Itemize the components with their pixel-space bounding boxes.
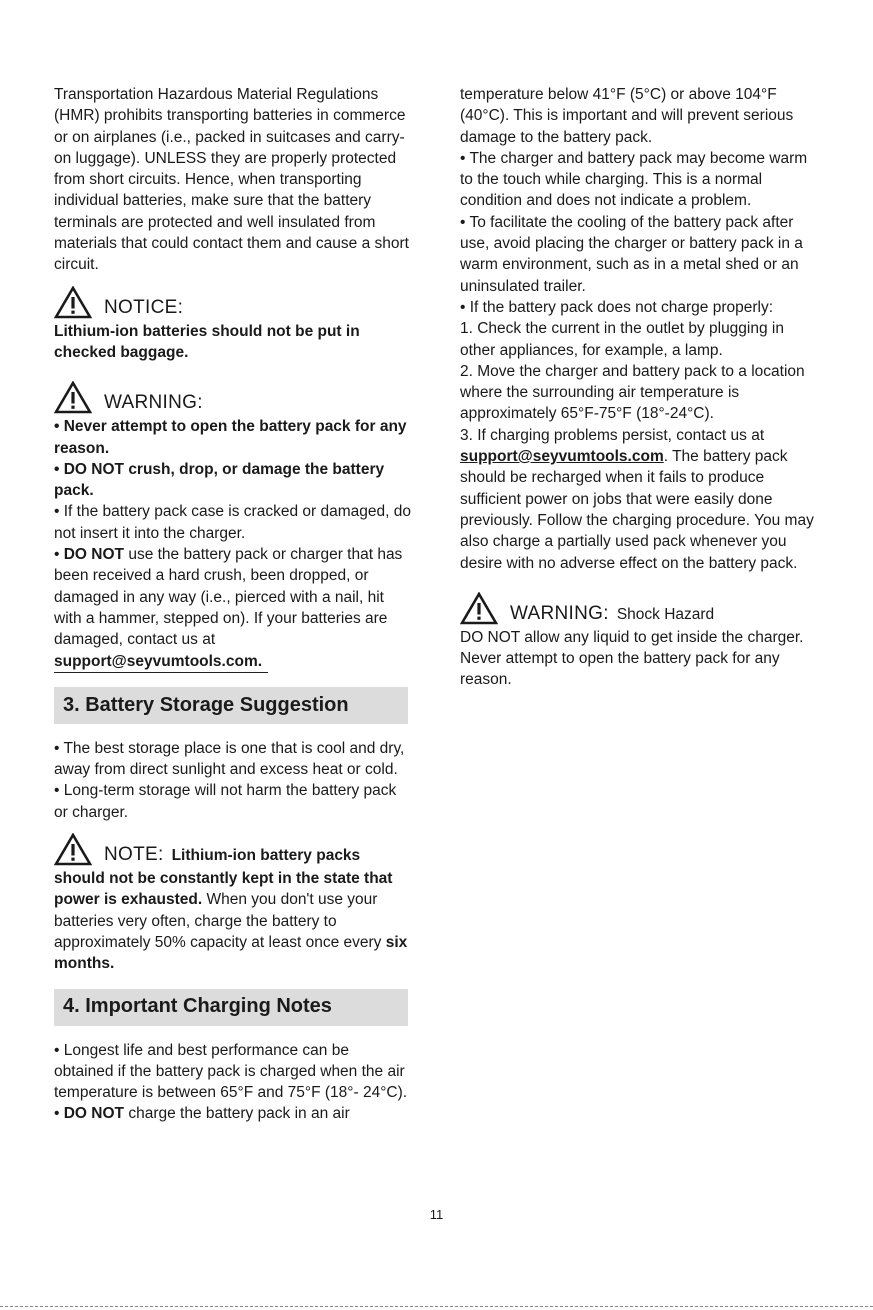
section-3-header: 3. Battery Storage Suggestion <box>54 687 408 724</box>
note-head-bold: Lithium-ion battery packs <box>171 846 361 864</box>
warning-item: • DO NOT crush, drop, or damage the battery pack. <box>54 460 385 500</box>
warning-heading <box>54 381 412 414</box>
notice-body: Lithium-ion batteries should not be put in checked baggage. <box>54 322 360 361</box>
do-not-label: DO NOT <box>63 1105 125 1123</box>
warning-triangle-icon <box>54 381 92 414</box>
charging-bullet: • If the battery pack does not charge properly: <box>460 298 774 316</box>
left-column <box>54 84 412 1125</box>
step-text: 3. If charging problems persist, contact us at <box>460 426 765 444</box>
page-number: 11 <box>429 1207 444 1222</box>
hmr-paragraph: Transportation Hazardous Material Regulations (HMR) prohibits transporting batteries in commerce or on airplanes (i.e., packed in suitcases and carry-on luggage). UNLESS they are properly protected from short circuits. Hence, when transporting individual batteries, make sure that the battery terminals are protected and well insulated from materials that could contact them and cause a short circuit. <box>54 86 409 274</box>
storage-item: • Long-term storage will not harm the battery pack or charger. <box>54 782 397 821</box>
charging-item <box>54 1103 412 1124</box>
note-title: NOTE: <box>104 844 164 866</box>
warning-text: use the battery pack or charger that has been received a hard crush, been dropped, or damaged in any way (i.e., pierced with a nail, hit with a hammer, stepped on). If your batteries are damaged, contact us at <box>54 546 403 649</box>
continued-text: temperature below 41°F (5°C) or above 104°F (40°C). This is important and will prevent serious damage to the battery pack. <box>460 86 794 146</box>
note-tail: six months. <box>54 933 408 973</box>
shock-warning-body: DO NOT allow any liquid to get inside the charger. Never attempt to open the battery pack for any reason. <box>460 628 804 689</box>
bullet: • <box>54 1105 64 1123</box>
step-text: . The battery pack should be recharged when it fails to produce sufficient power on jobs that were easily done previously. Follow the charging procedure. You may also charge a partially used pack whenever you desire with no adverse effect on the battery pack. <box>460 448 814 572</box>
notice-title: NOTICE: <box>104 296 184 318</box>
note-bold: should not be constantly kept in the state that power is exhausted. <box>54 870 393 909</box>
warning-item: • Never attempt to open the battery pack for any reason. <box>54 418 407 457</box>
do-not-label: DO NOT <box>63 546 125 564</box>
troubleshoot-step: 2. Move the charger and battery pack to a location where the surrounding air temperature is approximately 65°F-75°F (18°-24°C). <box>460 362 805 423</box>
warning-triangle-icon <box>460 592 498 625</box>
charging-text: charge the battery pack in an air <box>124 1105 350 1123</box>
charging-bullet: • The charger and battery pack may become warm to the touch while charging. This is a normal condition and does not indicate a problem. <box>460 149 808 210</box>
section-4-header: 4. Important Charging Notes <box>54 989 408 1026</box>
note-heading <box>54 833 412 866</box>
bottom-divider <box>0 1306 873 1307</box>
shock-warning-title: WARNING: <box>510 602 609 624</box>
note-body <box>54 868 412 974</box>
right-column <box>460 84 818 691</box>
shock-warning-subtitle: Shock Hazard <box>616 605 715 623</box>
warning-triangle-icon <box>54 833 92 866</box>
notice-heading <box>54 286 412 319</box>
support-email-link[interactable]: support@seyvumtools.com <box>460 448 664 466</box>
shock-warning-heading <box>460 592 818 625</box>
support-email-link[interactable]: support@seyvumtools.com. <box>54 651 268 673</box>
troubleshoot-step <box>460 425 818 574</box>
warning-item <box>54 544 412 650</box>
note-text: When you don't use your batteries very often, charge the battery to approximately 50% capacity at least once every <box>54 891 386 951</box>
charging-bullet: • To facilitate the cooling of the battery pack after use, avoid placing the charger or battery pack in a warm environment, such as in a metal shed or an uninsulated trailer. <box>460 213 803 295</box>
bullet: • <box>54 546 64 564</box>
warning-triangle-icon <box>54 286 92 319</box>
storage-item: • The best storage place is one that is cool and dry, away from direct sunlight and excess heat or cold. <box>54 739 405 779</box>
troubleshoot-step: 1. Check the current in the outlet by plugging in other appliances, for example, a lamp. <box>460 320 784 359</box>
charging-item: • Longest life and best performance can be obtained if the battery pack is charged when the air temperature is between 65°F and 75°F (18°- 24°C). <box>54 1041 408 1102</box>
warning-item: • If the battery pack case is cracked or damaged, do not insert it into the charger. <box>54 503 411 542</box>
warning-title: WARNING: <box>104 392 203 414</box>
